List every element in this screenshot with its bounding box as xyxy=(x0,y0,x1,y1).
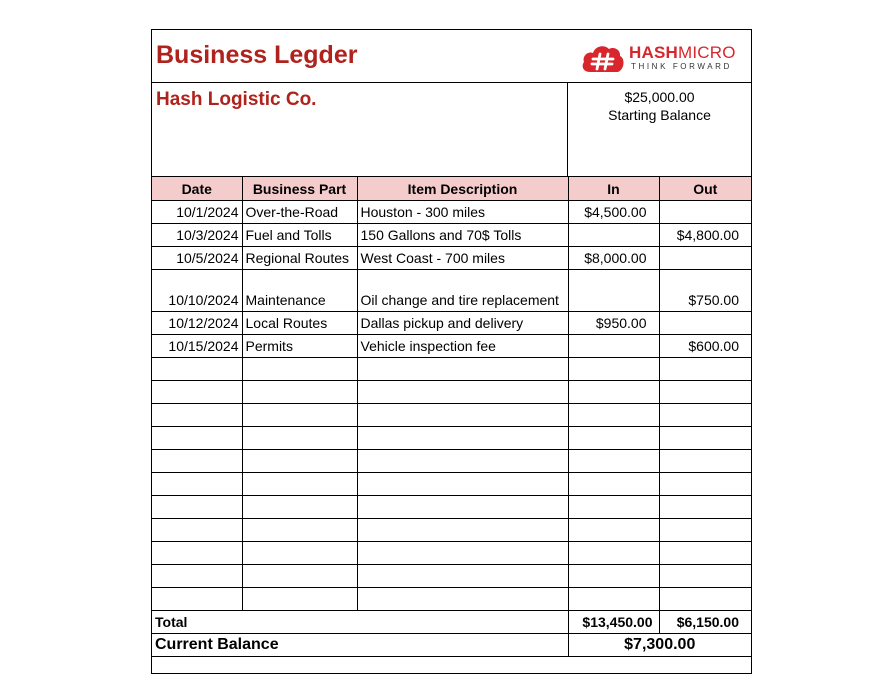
empty-cell xyxy=(152,381,242,404)
table-row xyxy=(152,335,751,358)
current-balance-row xyxy=(152,634,751,657)
empty-cell xyxy=(357,565,568,588)
cell-in: $950.00 xyxy=(568,312,659,335)
cell-item-description: Vehicle inspection fee xyxy=(357,335,568,358)
empty-cell xyxy=(152,496,242,519)
empty-table-row xyxy=(152,588,751,611)
empty-cell xyxy=(242,542,357,565)
empty-cell xyxy=(659,404,751,427)
empty-cell xyxy=(242,404,357,427)
cell-business-part: Permits xyxy=(242,335,357,358)
empty-cell xyxy=(568,588,659,611)
cell-item-description: Oil change and tire replacement xyxy=(357,270,568,312)
empty-cell xyxy=(152,542,242,565)
column-header-business-part: Business Part xyxy=(242,177,357,201)
cell-out xyxy=(659,201,751,224)
empty-cell xyxy=(659,519,751,542)
table-row xyxy=(152,247,751,270)
empty-cell xyxy=(568,404,659,427)
cell-out xyxy=(659,312,751,335)
cell-in: $8,000.00 xyxy=(568,247,659,270)
cell-date: 10/5/2024 xyxy=(152,247,242,270)
cell-item-description: Houston - 300 miles xyxy=(357,201,568,224)
empty-cell xyxy=(659,473,751,496)
empty-cell xyxy=(357,381,568,404)
empty-cell xyxy=(568,519,659,542)
starting-balance-label: Starting Balance xyxy=(608,107,711,123)
cell-business-part: Over-the-Road xyxy=(242,201,357,224)
column-header-date: Date xyxy=(152,177,242,201)
empty-cell xyxy=(357,496,568,519)
cell-out xyxy=(659,247,751,270)
cell-business-part: Local Routes xyxy=(242,312,357,335)
column-header-row xyxy=(152,177,751,201)
total-in: $13,450.00 xyxy=(568,611,659,634)
empty-cell xyxy=(242,450,357,473)
empty-cell xyxy=(152,450,242,473)
empty-cell xyxy=(242,519,357,542)
empty-cell xyxy=(357,427,568,450)
company-cell xyxy=(152,83,568,176)
empty-cell xyxy=(568,473,659,496)
empty-cell xyxy=(568,381,659,404)
logo-wordmark: HASHMICRO xyxy=(629,43,736,62)
page-title: Business Legder xyxy=(156,41,358,69)
empty-cell xyxy=(568,358,659,381)
empty-cell xyxy=(659,427,751,450)
empty-cell xyxy=(659,588,751,611)
total-label: Total xyxy=(152,611,568,634)
empty-cell xyxy=(357,473,568,496)
cell-business-part: Regional Routes xyxy=(242,247,357,270)
empty-cell xyxy=(152,358,242,381)
empty-cell xyxy=(242,565,357,588)
cell-item-description: West Coast - 700 miles xyxy=(357,247,568,270)
empty-table-row xyxy=(152,473,751,496)
empty-cell xyxy=(659,358,751,381)
cell-date: 10/12/2024 xyxy=(152,312,242,335)
empty-cell xyxy=(242,496,357,519)
starting-balance-amount: $25,000.00 xyxy=(624,89,695,105)
cell-out: $4,800.00 xyxy=(659,224,751,247)
empty-cell xyxy=(152,519,242,542)
hash-cloud-icon xyxy=(580,42,626,74)
empty-cell xyxy=(152,404,242,427)
empty-cell xyxy=(568,450,659,473)
logo-tagline: THINK FORWARD xyxy=(631,62,732,71)
cell-item-description: 150 Gallons and 70$ Tolls xyxy=(357,224,568,247)
empty-cell xyxy=(242,427,357,450)
empty-cell xyxy=(568,565,659,588)
empty-cell xyxy=(659,565,751,588)
empty-cell xyxy=(152,473,242,496)
total-row xyxy=(152,611,751,634)
column-header-in: In xyxy=(568,177,659,201)
empty-cell xyxy=(152,588,242,611)
empty-cell xyxy=(357,450,568,473)
starting-balance-cell xyxy=(568,83,751,176)
empty-cell xyxy=(152,427,242,450)
empty-cell xyxy=(568,427,659,450)
empty-table-row xyxy=(152,496,751,519)
empty-table-row xyxy=(152,427,751,450)
empty-cell xyxy=(242,358,357,381)
empty-cell xyxy=(242,588,357,611)
empty-cell xyxy=(659,542,751,565)
empty-cell xyxy=(357,358,568,381)
current-balance-label: Current Balance xyxy=(152,634,568,657)
empty-table-row xyxy=(152,565,751,588)
empty-cell xyxy=(242,473,357,496)
empty-cell xyxy=(568,496,659,519)
cell-in: $4,500.00 xyxy=(568,201,659,224)
empty-cell xyxy=(357,404,568,427)
empty-cell xyxy=(242,381,357,404)
empty-table-row xyxy=(152,450,751,473)
empty-cell xyxy=(659,381,751,404)
empty-table-row xyxy=(152,519,751,542)
empty-cell xyxy=(568,542,659,565)
ledger-header xyxy=(152,30,751,83)
empty-cell xyxy=(659,450,751,473)
empty-cell xyxy=(152,565,242,588)
empty-cell xyxy=(357,542,568,565)
cell-date: 10/3/2024 xyxy=(152,224,242,247)
empty-table-row xyxy=(152,381,751,404)
hashmicro-logo xyxy=(580,42,740,74)
table-row xyxy=(152,224,751,247)
table-row xyxy=(152,201,751,224)
empty-table-row xyxy=(152,542,751,565)
column-header-out: Out xyxy=(659,177,751,201)
cell-date: 10/10/2024 xyxy=(152,270,242,312)
cell-out: $600.00 xyxy=(659,335,751,358)
cell-date: 10/1/2024 xyxy=(152,201,242,224)
cell-date: 10/15/2024 xyxy=(152,335,242,358)
empty-table-row xyxy=(152,358,751,381)
empty-table-row xyxy=(152,404,751,427)
column-header-item-description: Item Description xyxy=(357,177,568,201)
table-row xyxy=(152,312,751,335)
empty-cell xyxy=(659,496,751,519)
company-name: Hash Logistic Co. xyxy=(156,89,317,110)
ledger-table xyxy=(152,176,751,657)
cell-in xyxy=(568,335,659,358)
cell-business-part: Maintenance xyxy=(242,270,357,312)
total-out: $6,150.00 xyxy=(659,611,751,634)
cell-in xyxy=(568,224,659,247)
table-row xyxy=(152,270,751,312)
empty-cell xyxy=(357,519,568,542)
cell-in xyxy=(568,270,659,312)
empty-cell xyxy=(357,588,568,611)
current-balance-value: $7,300.00 xyxy=(568,634,751,657)
cell-item-description: Dallas pickup and delivery xyxy=(357,312,568,335)
cell-out: $750.00 xyxy=(659,270,751,312)
cell-business-part: Fuel and Tolls xyxy=(242,224,357,247)
ledger-sheet xyxy=(151,29,752,674)
